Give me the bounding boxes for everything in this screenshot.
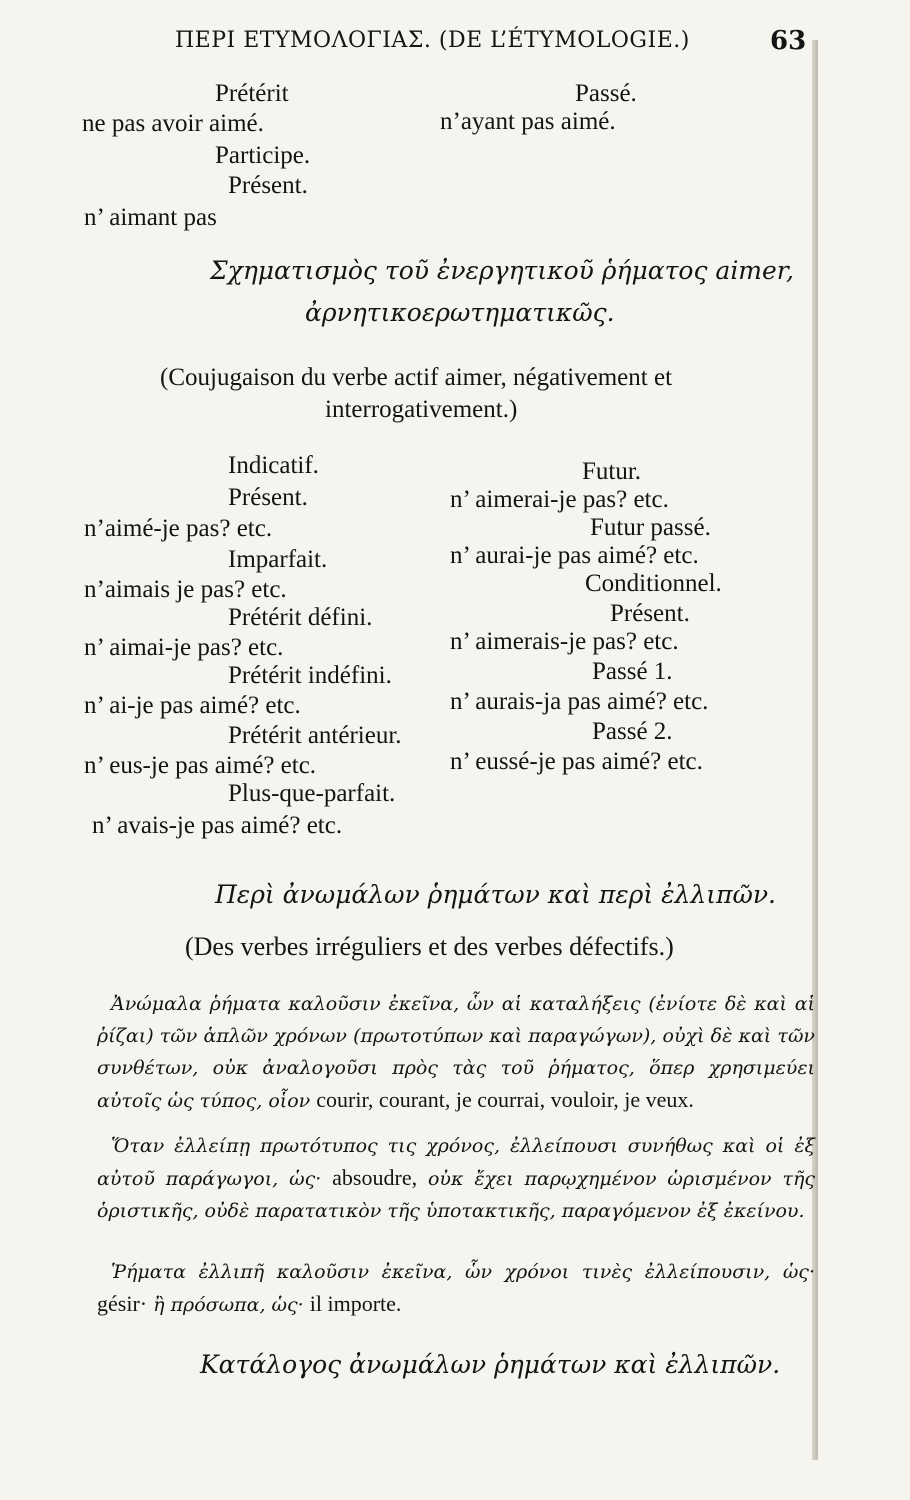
conjugation-title-french: (Coujugaison du verbe actif aimer, négativement et <box>160 364 673 391</box>
paragraph-defective-greek-b: ἢ πρόσωπα, ὡς· <box>153 1294 304 1316</box>
paragraph-anomala <box>97 988 815 1117</box>
conjugation-title-french-cont: interrogativement.) <box>325 396 518 423</box>
pret-indefini-form: n’ ai-je pas aimé? etc. <box>84 692 301 719</box>
page-edge-shadow <box>812 40 818 1460</box>
irregular-title-french: (Des verbes irréguliers et des verbes défectifs.) <box>185 932 674 961</box>
present-label: Présent. <box>228 172 308 199</box>
paragraph-anomala-greek: Ἀνώμαλα ῥήματα καλοῦσιν ἐκεῖνα, ὧν αἱ καταλήξεις (ἐνίοτε δὲ καὶ αἱ ῥίζαι) τῶν ἁπλῶν χρόνων (πρωτοτύπων καὶ παραγώγων), οὐχὶ δὲ καὶ τῶν συνθέτων, οὐκ ἀναλογοῦσι πρὸς τὰς τοῦ ῥήματος, ὅπερ χρησιμεύει αὐτοῖς ὡς τύπος, οἷον <box>97 993 815 1112</box>
preterit-label: Prétérit <box>215 80 289 107</box>
paragraph-elleipsis <box>97 1130 815 1227</box>
irregular-title-greek: Περὶ ἀνωμάλων ῥημάτων καὶ περὶ ἐλλιπῶν. <box>215 880 776 909</box>
futur-form: n’ aimerai-je pas? etc. <box>450 486 669 513</box>
paragraph-elleipsis-greek-a: Ὅταν ἐλλείπῃ πρωτότυπος τις χρόνος, ἐλλείπουσι συνήθως καὶ οἱ ἐξ αὐτοῦ παράγωγοι, ὡς· <box>97 1135 815 1190</box>
futur-label: Futur. <box>582 458 642 485</box>
paragraph-defective-french-2: il importe. <box>309 1291 402 1316</box>
pret-indefini-label: Prétérit indéfini. <box>228 662 392 689</box>
passe2-form: n’ eussé-je pas aimé? etc. <box>450 748 703 775</box>
passe1-form: n’ aurais-ja pas aimé? etc. <box>450 688 709 715</box>
paragraph-elleipsis-greek-b: οὐκ ἔχει παρῳχημένον ὡρισμένον τῆς ὁριστικῆς, οὐδὲ παρατατικὸν τῆς ὑποτακτικῆς, παραγόμενον ἐξ ἐκείνου. <box>97 1168 815 1222</box>
pret-defini-label: Prétérit défini. <box>228 604 373 631</box>
paragraph-anomala-french-examples: courir, courant, je courrai, vouloir, je veux. <box>316 1087 694 1112</box>
passe-form: n’ayant pas aimé. <box>440 108 616 135</box>
futur-passe-label: Futur passé. <box>590 514 711 541</box>
paragraph-defective-french-1: gésir· <box>97 1291 148 1316</box>
pret-anterieur-label: Prétérit antérieur. <box>228 722 402 749</box>
page-number: 63 <box>770 26 807 56</box>
conditionnel-present-form: n’ aimerais-je pas? etc. <box>450 628 679 655</box>
conjugation-subtitle-greek: ἀρνητικοερωτηματικῶς. <box>305 298 615 327</box>
present-form: n’ aimant pas <box>84 204 217 231</box>
imparfait-label: Imparfait. <box>228 546 328 573</box>
indicatif-present-form: n’aimé-je pas? etc. <box>84 515 273 542</box>
conditionnel-label: Conditionnel. <box>585 570 722 597</box>
catalog-title: Κατάλογος ἀνωμάλων ῥημάτων καὶ ἐλλιπῶν. <box>200 1350 781 1379</box>
pret-defini-form: n’ aimai-je pas? etc. <box>84 634 284 661</box>
imparfait-form: n’aimais je pas? etc. <box>84 576 287 603</box>
passe2-label: Passé 2. <box>592 718 673 745</box>
pret-anterieur-form: n’ eus-je pas aimé? etc. <box>84 752 317 779</box>
running-header: ΠΕΡΙ ΕΤΥΜΟΛΟΓΙΑΣ. (DE L’ÉTYMOLOGIE.) <box>175 28 690 53</box>
paragraph-defective-greek-a: Ῥήματα ἐλλιπῆ καλοῦσιν ἐκεῖνα, ὧν χρόνοι τινὲς ἐλλείπουσιν, ὡς· <box>111 1261 815 1283</box>
indicatif-label: Indicatif. <box>228 452 319 479</box>
paragraph-defective <box>97 1256 815 1321</box>
paragraph-elleipsis-french-example: absoudre, <box>332 1165 418 1190</box>
passe1-label: Passé 1. <box>592 658 673 685</box>
preterit-form: ne pas avoir aimé. <box>82 110 264 137</box>
plus-que-parfait-form: n’ avais-je pas aimé? etc. <box>92 812 343 839</box>
futur-passe-form: n’ aurai-je pas aimé? etc. <box>450 542 699 569</box>
plus-que-parfait-label: Plus-que-parfait. <box>228 780 396 807</box>
passe-label: Passé. <box>575 80 637 107</box>
participe-label: Participe. <box>215 142 311 169</box>
indicatif-present-label: Présent. <box>228 484 308 511</box>
conjugation-title-greek: Σχηματισμὸς τοῦ ἐνεργητικοῦ ῥήματος aimer, <box>210 256 794 285</box>
conditionnel-present-label: Présent. <box>610 600 690 627</box>
